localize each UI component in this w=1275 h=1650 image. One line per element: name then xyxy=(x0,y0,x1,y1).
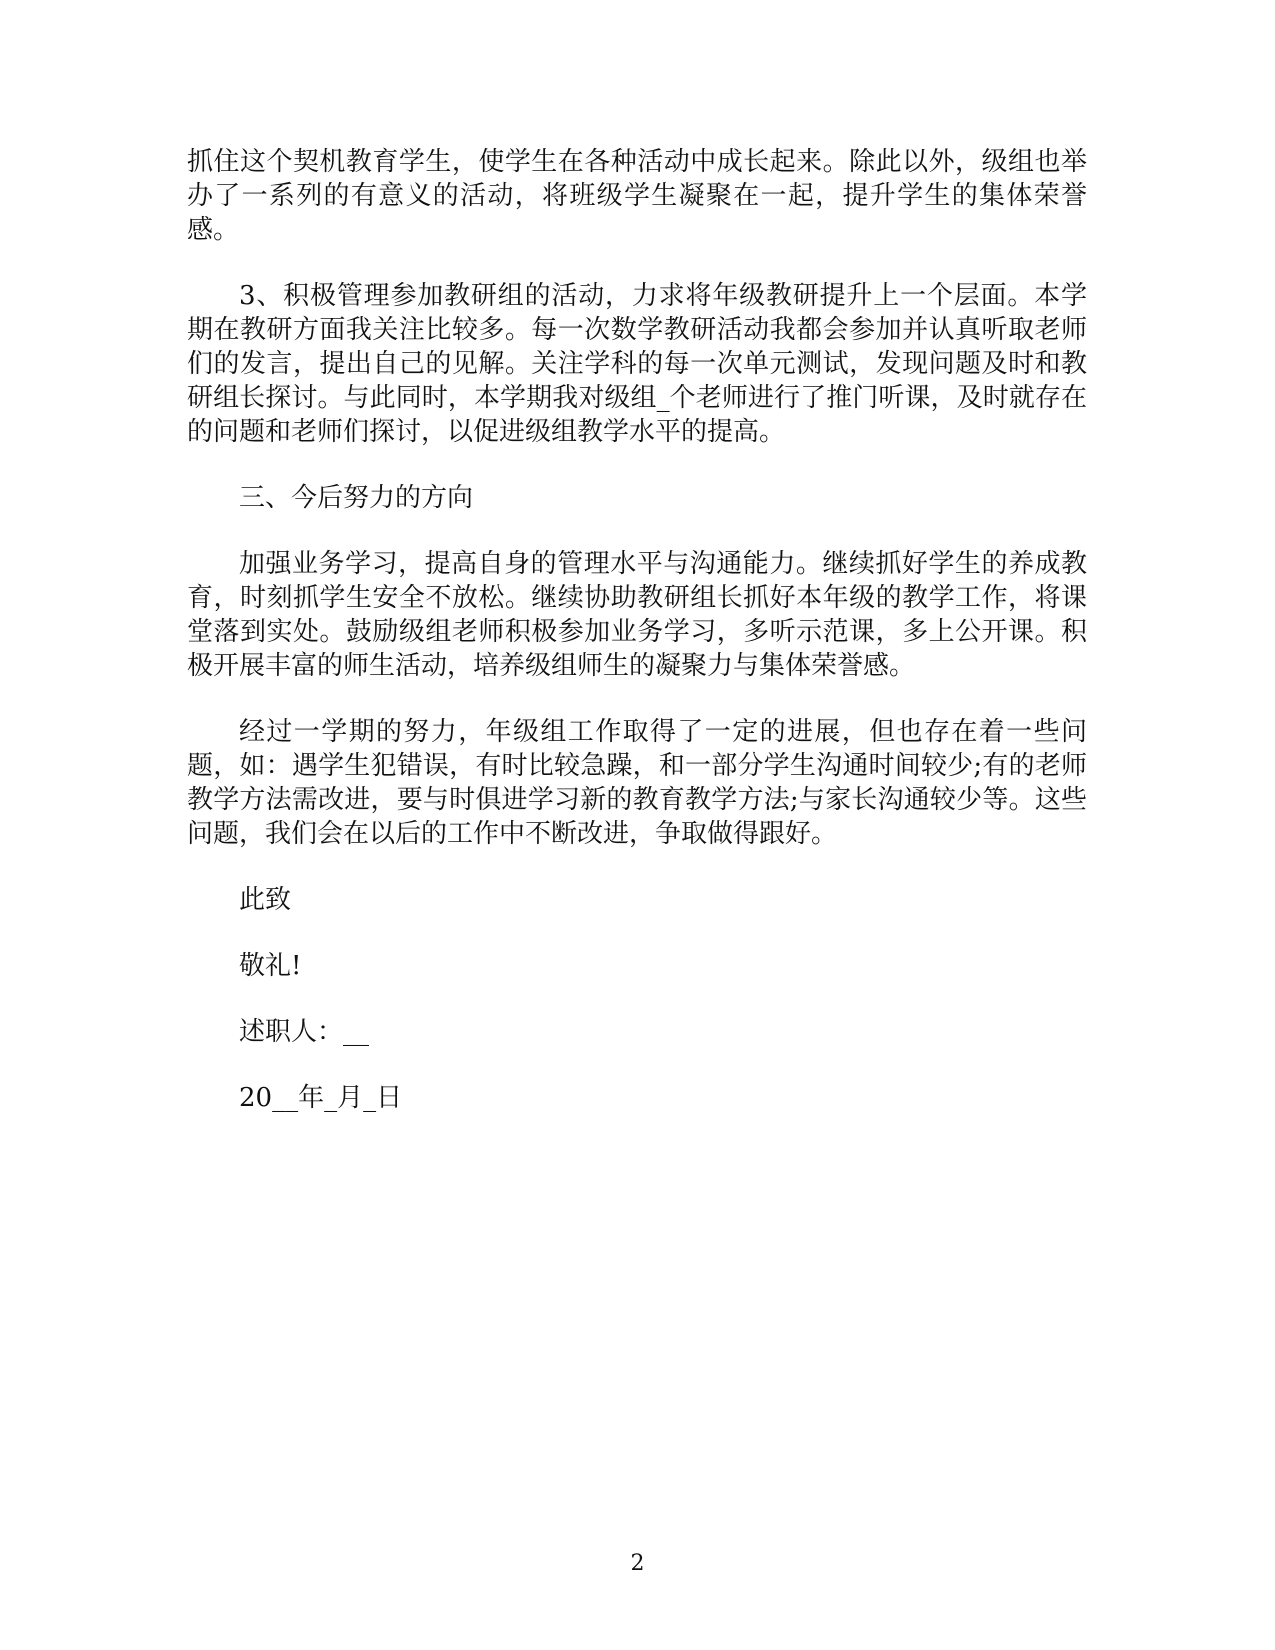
closing-regards: 敬礼! xyxy=(239,951,302,981)
paragraph-future-plan: 加强业务学习，提高自身的管理水平与沟通能力。继续抓好学生的养成教育，时刻抓学生安全不放松。继续协助教研组长抓好本年级的教学工作，将课堂落到实处。鼓励级组老师积极参加业务学习，多听示范课，多上公开课。积极开展丰富的师生活动，培养级组师生的凝聚力与集体荣誉感。 xyxy=(187,549,1087,681)
section-heading-future-direction: 三、今后努力的方向 xyxy=(239,483,474,513)
paragraph-summary: 经过一学期的努力，年级组工作取得了一定的进展，但也存在着一些问题，如：遇学生犯错误，有时比较急躁，和一部分学生沟通时间较少;有的老师教学方法需改进，要与时俱进学习新的教育教学方法;与家长沟通较少等。这些问题，我们会在以后的工作中不断改进，争取做得跟好。 xyxy=(187,717,1087,849)
signer-line: 述职人：__ xyxy=(239,1017,370,1047)
closing-salutation: 此致 xyxy=(239,885,292,915)
paragraph-teaching-research: 3、积极管理参加教研组的活动，力求将年级教研提升上一个层面。本学期在教研方面我关注比较多。每一次数学教研活动我都会参加并认真听取老师们的发言，提出自己的见解。关注学科的每一次单元测试，发现问题及时和教研组长探讨。与此同时，本学期我对级组_个老师进行了推门听课，及时就存在的问题和老师们探讨，以促进级组教学水平的提高。 xyxy=(187,281,1087,447)
document-body xyxy=(187,145,1087,1147)
page-number: 2 xyxy=(630,1551,645,1576)
date-line: 20__年_月_日 xyxy=(239,1083,403,1113)
paragraph-continuation: 抓住这个契机教育学生，使学生在各种活动中成长起来。除此以外，级组也举办了一系列的有意义的活动，将班级学生凝聚在一起，提升学生的集体荣誉感。 xyxy=(187,147,1087,245)
